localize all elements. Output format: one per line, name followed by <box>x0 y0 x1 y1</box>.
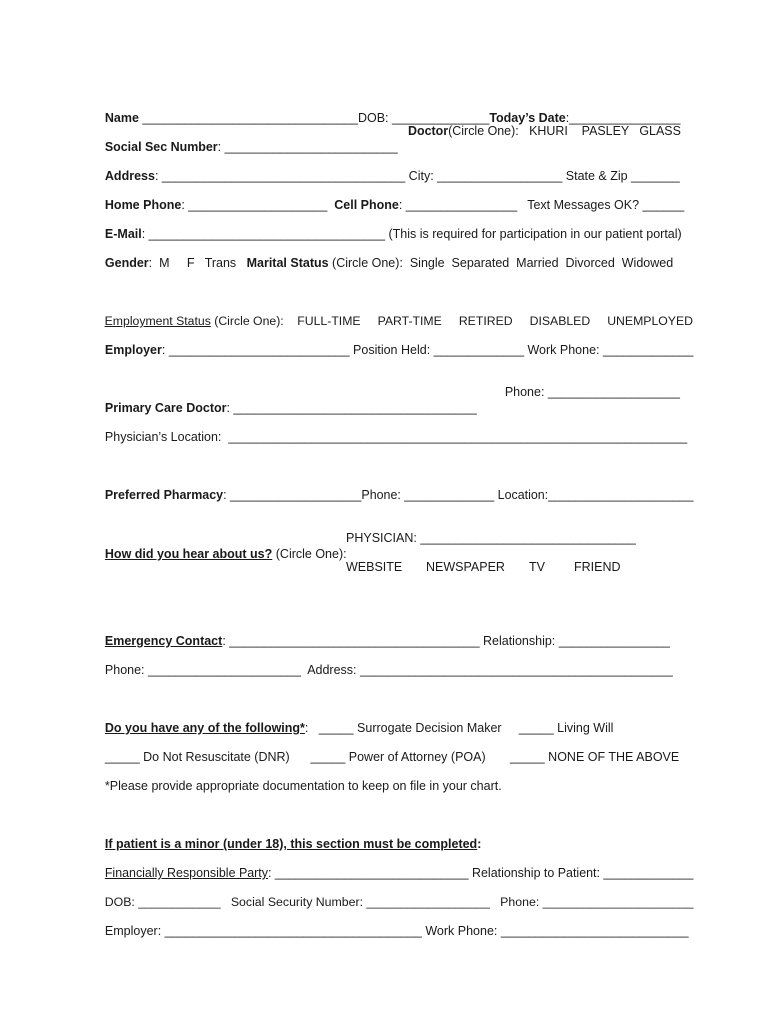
doctor-options[interactable]: (Circle One): KHURI PASLEY GLASS <box>448 124 681 138</box>
minor-heading: If patient is a minor (under 18), this section must be completed <box>104 837 478 851</box>
minor-dob-ssn-phone-row <box>91 878 694 909</box>
primary-care-phone-field[interactable]: Phone: ___________________ <box>504 385 680 399</box>
ssn-doctor-row <box>91 123 681 154</box>
email-field[interactable]: : __________________________________ (This is required for participation in our patient portal) <box>141 227 682 241</box>
financial-party-label: Financially Responsible Party <box>104 866 268 880</box>
employer-row <box>91 326 694 357</box>
pharmacy-phone-location-fields[interactable]: : ___________________Phone: _____________ Location:_____________________ <box>223 488 694 502</box>
doctor-choice[interactable] <box>408 123 681 139</box>
directives-note: *Please provide appropriate documentation to keep on file in your chart. <box>104 779 502 793</box>
referral-row <box>91 530 680 561</box>
employer-label: Employer <box>104 343 162 357</box>
pharmacy-label: Preferred Pharmacy <box>104 488 224 502</box>
referral-option-website[interactable]: WEBSITE <box>346 560 403 574</box>
dob-field[interactable]: DOB: ______________ <box>357 111 490 125</box>
phone-row <box>91 181 685 212</box>
minor-employer-work-phone-fields[interactable]: Employer: _____________________________________ Work Phone: ___________________________ <box>104 924 689 938</box>
directives-options-2[interactable]: _____ Do Not Resuscitate (DNR) _____ Power of Attorney (POA) _____ NONE OF THE ABOVE <box>104 750 680 764</box>
doctor-label: Doctor <box>408 124 449 138</box>
todays-date-field[interactable]: :________________ <box>565 111 681 125</box>
marital-status-options[interactable]: (Circle One): Single Separated Married Divorced Widowed <box>328 256 674 270</box>
name-label: Name <box>104 111 139 125</box>
gender-label: Gender <box>104 256 149 270</box>
referral-label: How did you hear about us? <box>104 547 273 561</box>
address-row <box>91 152 680 183</box>
minor-dob-ssn-phone-fields[interactable]: DOB: ____________ Social Security Number: __________________ Phone: ______________________ <box>104 895 694 909</box>
minor-heading-row <box>91 820 680 851</box>
employment-status-label: Employment Status <box>104 314 211 328</box>
home-phone-label: Home Phone <box>104 198 182 212</box>
cell-phone-label: Cell Phone <box>334 198 399 212</box>
primary-care-label: Primary Care Doctor <box>104 401 227 415</box>
ssn-label: Social Sec Number <box>104 140 218 154</box>
gender-options[interactable]: : M F Trans <box>148 256 247 270</box>
directives-row-1 <box>91 704 680 735</box>
address-city-state-fields[interactable]: : ___________________________________ City: __________________ State & Zip _______ <box>154 169 680 183</box>
physician-location-field[interactable]: Physician’s Location: __________________________________________________________________ <box>104 430 688 444</box>
email-row <box>91 210 682 241</box>
name-field[interactable]: _______________________________ <box>138 111 358 125</box>
financial-party-relationship-fields[interactable]: : ____________________________ Relationship to Patient: _____________ <box>267 866 694 880</box>
directives-options-1[interactable]: : _____ Surrogate Decision Maker _____ Living Will <box>304 721 614 735</box>
employment-status-row <box>91 297 693 328</box>
emergency-phone-address-row <box>91 646 680 677</box>
emergency-contact-relationship-fields[interactable]: : ____________________________________ Relationship: ________________ <box>222 634 670 648</box>
directives-label: Do you have any of the following* <box>104 721 305 735</box>
minor-heading-colon: : <box>477 837 482 851</box>
employment-status-options[interactable]: (Circle One): FULL-TIME PART-TIME RETIRED DISABLED UNEMPLOYED <box>210 314 693 328</box>
referral-options-row <box>91 559 680 575</box>
todays-date-label: Today’s Date <box>489 111 566 125</box>
referral-option-friend[interactable]: FRIEND <box>574 560 621 574</box>
gender-marital-row <box>91 239 680 270</box>
directives-note-row <box>91 762 680 793</box>
emergency-contact-label: Emergency Contact <box>104 634 223 648</box>
minor-employer-row <box>91 907 689 938</box>
marital-status-label: Marital Status <box>246 256 329 270</box>
directives-row-2 <box>91 733 680 764</box>
email-label: E-Mail <box>104 227 142 241</box>
home-phone-field[interactable]: : ____________________ <box>181 198 335 212</box>
name-dob-date-row <box>91 94 681 125</box>
employer-position-phone-fields[interactable]: : __________________________ Position Held: _____________ Work Phone: _____________ <box>161 343 694 357</box>
referral-circle-text: (Circle One): <box>272 547 347 561</box>
financial-party-row <box>91 849 694 880</box>
referral-option-newspaper[interactable]: NEWSPAPER <box>426 560 505 574</box>
address-label: Address <box>104 169 155 183</box>
emergency-phone-address-fields[interactable]: Phone: ______________________ Address: _____________________________________________ <box>104 663 673 677</box>
pharmacy-row <box>91 471 694 502</box>
ssn-field[interactable]: : _________________________ <box>217 140 398 154</box>
cell-phone-text-ok-fields[interactable]: : ________________ Text Messages OK? ______ <box>398 198 685 212</box>
emergency-contact-row <box>91 617 680 648</box>
physician-location-row <box>91 413 688 444</box>
primary-care-row <box>91 384 680 415</box>
primary-care-field[interactable]: : ___________________________________ <box>226 401 477 415</box>
referral-option-tv[interactable]: TV <box>529 560 545 574</box>
referral-physician-field[interactable]: PHYSICIAN: _______________________________ <box>346 531 636 545</box>
